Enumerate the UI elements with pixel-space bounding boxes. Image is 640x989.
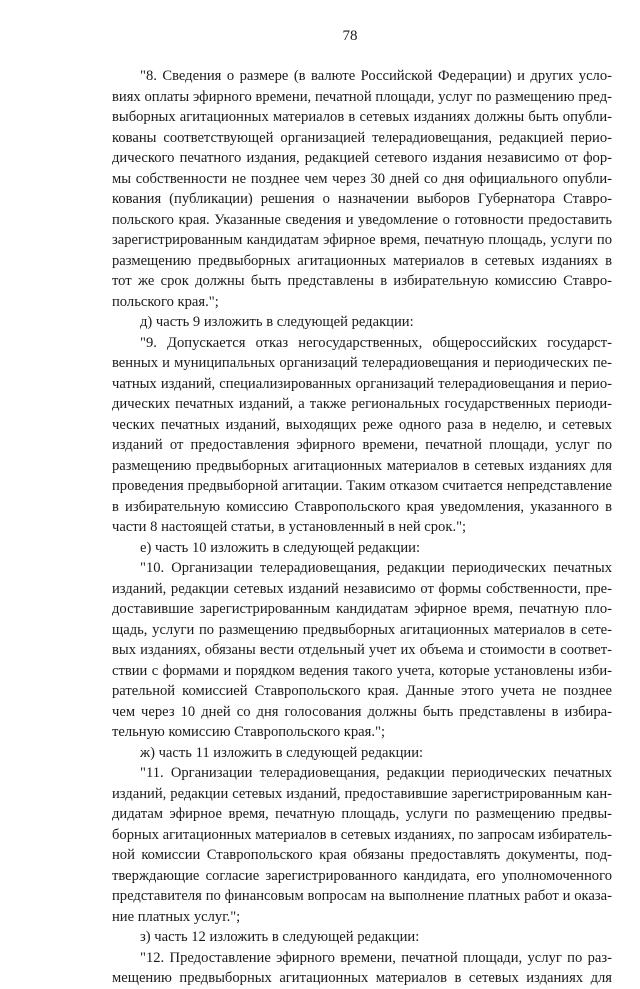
- document-body: [112, 66, 612, 989]
- text-line: ж) часть 11 изложить в следующей редакции:: [140, 744, 424, 761]
- text-line: борных агитационных материалов в сетевых изданиях, по запросам избиратель-: [112, 826, 612, 843]
- text-line: ствии с формами и порядком ведения такого учета, которые установлены изби-: [112, 662, 612, 679]
- text-line: доставившие зарегистрированным кандидатам эфирное время, печатную пло-: [112, 601, 612, 617]
- text-line: кования (публикации) решения о назначении выборов Губернатора Ставро-: [112, 191, 612, 207]
- text-line: размещению предвыборных агитационных материалов в сетевых изданиях в: [112, 252, 612, 269]
- text-line: изданий, редакции сетевых изданий, предоставившие зарегистрированным кан-: [112, 785, 612, 802]
- text-line: щадь, услуги по размещению предвыборных агитационных материалов в сете-: [112, 621, 612, 638]
- text-line: венных и муниципальных организаций телерадиовещания и периодических пе-: [112, 355, 612, 371]
- text-line: польского края. Указанные сведения и уведомление о готовности предоставить: [112, 211, 612, 228]
- text-line: "9. Допускается отказ негосударственных, общероссийских государст-: [140, 334, 612, 351]
- text-line: тельную комиссию Ставропольского края.";: [112, 724, 386, 740]
- text-line: мы собственности не позднее чем через 30 дней со дня официального опубли-: [112, 170, 612, 187]
- text-line: ческих печатных изданий, выходящих реже одного раза в неделю, и сетевых: [112, 416, 612, 433]
- text-line: кованы соответствующей организацией телерадиовещания, редакцией перио-: [112, 129, 612, 146]
- text-line: е) часть 10 изложить в следующей редакции:: [140, 539, 421, 556]
- text-line: тот же срок должны быть представлены в избирательную комиссию Ставро-: [112, 273, 612, 289]
- text-line: представителя по финансовым вопросам на выполнение платных работ и оказа-: [112, 888, 612, 904]
- text-line: чем через 10 дней со дня голосования должны быть представлены в избира-: [112, 703, 612, 720]
- text-line: изданий, редакции сетевых изданий независимо от формы собственности, пре-: [112, 580, 612, 597]
- text-line: размещению предвыборных агитационных материалов в сетевых изданиях для: [112, 457, 612, 474]
- text-line: ние платных услуг.";: [112, 908, 241, 925]
- text-line: з) часть 12 изложить в следующей редакции:: [140, 929, 420, 945]
- text-line: вых изданиях, обязаны вести отдельный учет их объема и стоимости в соответ-: [112, 642, 612, 658]
- text-line: польского края.";: [112, 293, 219, 310]
- text-line: тверждающие согласие зарегистрированного кандидата, его уполномоченного: [112, 867, 612, 884]
- text-line: ной комиссии Ставропольского края обязаны предоставлять документы, под-: [112, 847, 612, 863]
- text-line: рательной комиссией Ставропольского края. Данные этого учета не позднее: [112, 683, 612, 699]
- text-line: мещению предвыборных агитационных материалов в сетевых изданиях для: [112, 970, 612, 986]
- text-line: чатных изданий, специализированных организаций телерадиовещания и перио-: [112, 375, 612, 392]
- text-line: изданий от предоставления эфирного времени, печатной площади, услуг по: [112, 437, 612, 453]
- text-line: "11. Организации телерадиовещания, редакции периодических печатных: [140, 765, 612, 781]
- text-line: зарегистрированным кандидатам эфирное время, печатную площадь, услуги по: [112, 232, 612, 248]
- text-line: "8. Сведения о размере (в валюте Российской Федерации) и других усло-: [140, 68, 612, 84]
- text-line: виях оплаты эфирного времени, печатной площади, услуг по размещению пред-: [112, 88, 612, 105]
- text-line: дических печатных изданий, а также региональных государственных периоди-: [112, 396, 612, 412]
- text-line: проведения предвыборной агитации. Таким отказом считается непредставление: [112, 478, 612, 494]
- text-line: "10. Организации телерадиовещания, редакции периодических печатных: [140, 560, 612, 576]
- text-line: в избирательную комиссию Ставропольского края уведомления, указанного в: [112, 498, 612, 515]
- text-line: д) часть 9 изложить в следующей редакции:: [140, 314, 414, 330]
- text-line: дидатам эфирное время, печатную площадь, услуги по размещению предвы-: [112, 806, 612, 822]
- text-line: дического печатного издания, редакцией сетевого издания независимо от фор-: [112, 150, 612, 166]
- text-line: выборных агитационных материалов в сетевых изданиях должны быть опубли-: [112, 109, 612, 125]
- text-line: части 8 настоящей статьи, в установленный в ней срок.";: [112, 519, 467, 535]
- page-number: 78: [342, 28, 358, 44]
- text-line: "12. Предоставление эфирного времени, печатной площади, услуг по раз-: [140, 949, 612, 966]
